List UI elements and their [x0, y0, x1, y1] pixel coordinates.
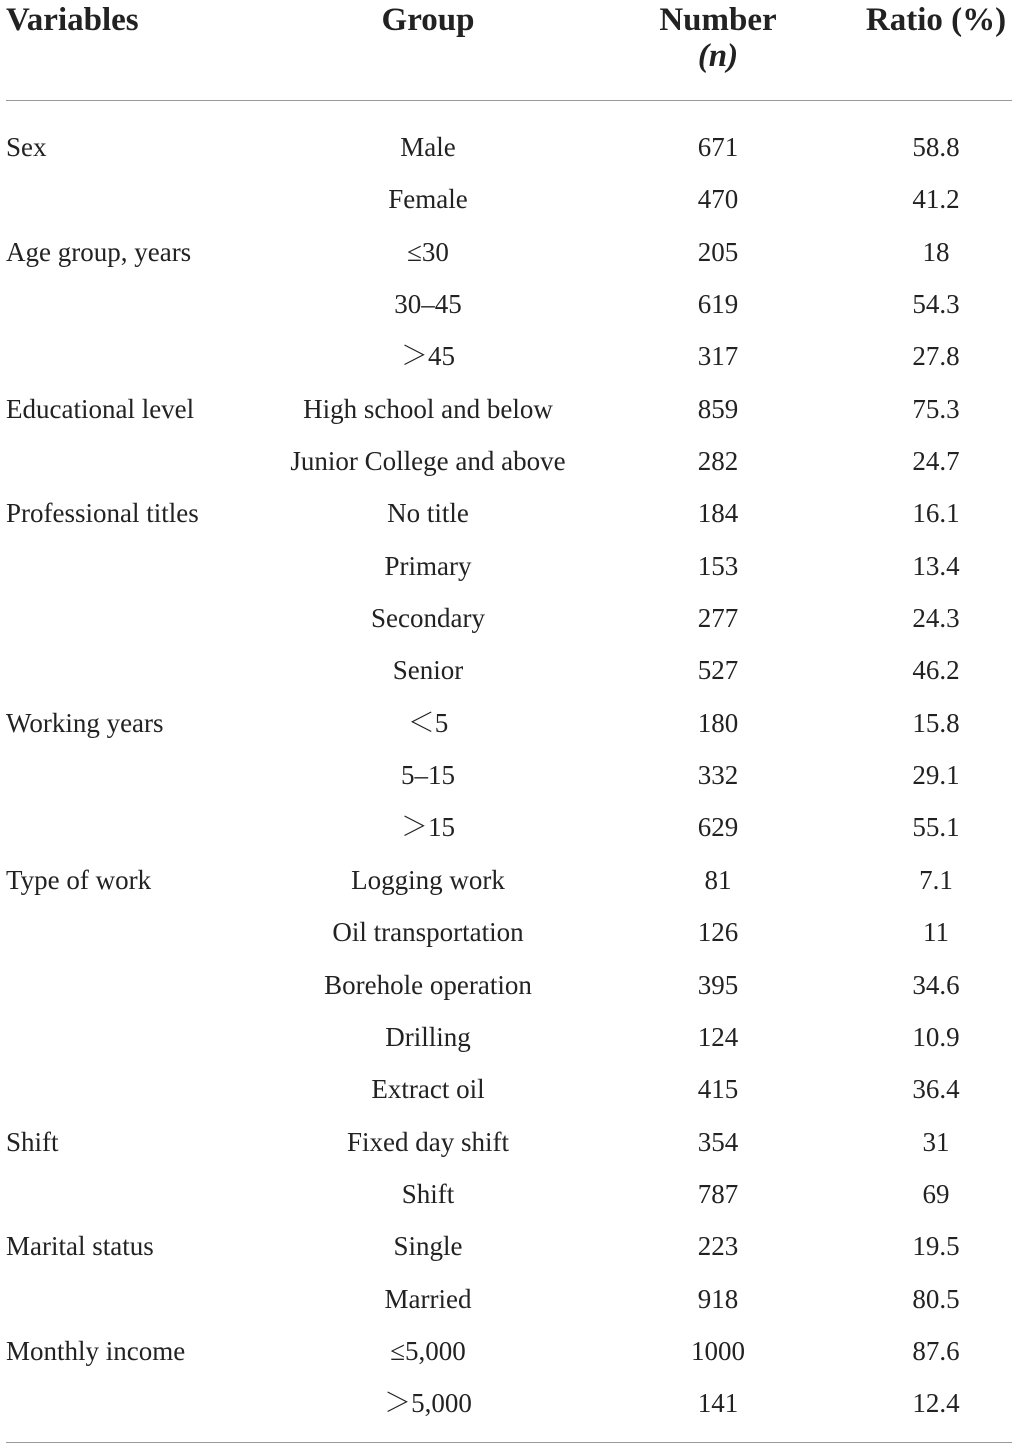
group-cell: Senior [392, 655, 464, 686]
header-variables: Variables [6, 2, 139, 38]
number-cell: 918 [697, 1283, 739, 1314]
number-cell: 415 [697, 1074, 739, 1105]
number-cell: 184 [697, 498, 739, 529]
ratio-cell: 24.7 [912, 446, 960, 477]
group-cell: Fixed day shift [347, 1126, 509, 1157]
number-cell: 470 [697, 184, 739, 215]
table-row [0, 540, 1017, 592]
group-cell: Secondary [371, 603, 485, 634]
number-cell: 282 [697, 446, 739, 477]
number-cell: 1000 [691, 1335, 745, 1366]
number-cell: 787 [697, 1178, 739, 1209]
table-row [0, 801, 1017, 853]
ratio-cell: 58.8 [912, 132, 960, 162]
number-cell: 859 [697, 393, 739, 424]
table-row [0, 1116, 1017, 1168]
number-cell: 332 [697, 760, 739, 791]
table-row [0, 1063, 1017, 1115]
number-cell: 180 [697, 707, 739, 738]
ratio-cell: 15.8 [912, 707, 960, 738]
table-row [0, 121, 1017, 173]
variable-cell: Type of work [6, 864, 152, 895]
ratio-cell: 36.4 [912, 1074, 960, 1105]
table-bottom-divider [6, 1442, 1012, 1443]
group-cell: Junior College and above [290, 446, 566, 477]
number-cell: 671 [697, 132, 739, 162]
group-cell: 30–45 [394, 289, 462, 320]
group-cell: Oil transportation [332, 917, 524, 948]
number-cell: 354 [697, 1126, 739, 1157]
table-row [0, 854, 1017, 906]
table-row [0, 1377, 1017, 1429]
table-row [0, 173, 1017, 225]
table-row [0, 1220, 1017, 1272]
header-number-label: Number [659, 2, 777, 38]
table-row [0, 383, 1017, 435]
group-cell: Married [384, 1283, 472, 1314]
ratio-cell: 41.2 [912, 184, 960, 215]
variable-cell: Marital status [6, 1231, 154, 1262]
table-row [0, 644, 1017, 696]
table-row [0, 278, 1017, 330]
group-cell: No title [387, 498, 469, 529]
ratio-cell: 69 [922, 1178, 950, 1209]
ratio-cell: 75.3 [912, 393, 960, 424]
ratio-cell: 31 [922, 1126, 950, 1157]
group-cell: 5–15 [401, 760, 455, 791]
number-cell: 124 [697, 1021, 739, 1052]
ratio-cell: 19.5 [912, 1231, 960, 1262]
ratio-cell: 80.5 [912, 1283, 960, 1314]
group-cell: ＞5,000 [384, 1388, 472, 1419]
group-cell: ≤30 [407, 236, 449, 267]
ratio-cell: 27.8 [912, 341, 960, 372]
group-cell: Logging work [351, 864, 505, 895]
number-cell: 527 [697, 655, 739, 686]
ratio-cell: 55.1 [912, 812, 960, 843]
table-row [0, 749, 1017, 801]
ratio-cell: 12.4 [912, 1388, 960, 1419]
header-number-symbol: (n) [697, 38, 739, 74]
variable-cell: Monthly income [6, 1335, 186, 1366]
group-cell: Single [393, 1231, 463, 1262]
ratio-cell: 18 [922, 236, 950, 267]
table-body [0, 121, 1017, 1430]
table-row [0, 226, 1017, 278]
ratio-cell: 13.4 [912, 550, 960, 581]
table-row [0, 906, 1017, 958]
ratio-cell: 46.2 [912, 655, 960, 686]
group-cell: Male [400, 132, 456, 162]
number-cell: 126 [697, 917, 739, 948]
variable-cell: Working years [6, 707, 164, 738]
table-row [0, 1168, 1017, 1220]
table-row [0, 1011, 1017, 1063]
table-row [0, 697, 1017, 749]
variable-cell: Age group, years [6, 236, 192, 267]
group-cell: Extract oil [371, 1074, 485, 1105]
table-row [0, 435, 1017, 487]
ratio-cell: 34.6 [912, 969, 960, 1000]
group-cell: ＞45 [401, 341, 455, 372]
ratio-cell: 10.9 [912, 1021, 960, 1052]
variable-cell: Educational level [6, 393, 195, 424]
ratio-cell: 24.3 [912, 603, 960, 634]
group-cell: High school and below [303, 393, 553, 424]
number-cell: 277 [697, 603, 739, 634]
ratio-cell: 16.1 [912, 498, 960, 529]
number-cell: 153 [697, 550, 739, 581]
table-row [0, 592, 1017, 644]
group-cell: ＜5 [407, 707, 449, 738]
number-cell: 395 [697, 969, 739, 1000]
ratio-cell: 11 [923, 917, 949, 948]
table-row [0, 487, 1017, 539]
table-row [0, 1325, 1017, 1377]
number-cell: 223 [697, 1231, 739, 1262]
ratio-cell: 7.1 [919, 864, 953, 895]
number-cell: 141 [697, 1388, 739, 1419]
group-cell: ≤5,000 [390, 1335, 466, 1366]
table-row [0, 959, 1017, 1011]
group-cell: Borehole operation [324, 969, 532, 1000]
variable-cell: Shift [6, 1126, 59, 1157]
header-ratio: Ratio (%) [865, 2, 1007, 38]
variable-cell: Professional titles [6, 498, 199, 529]
header-number [659, 2, 776, 74]
number-cell: 619 [697, 289, 739, 320]
variable-cell: Sex [6, 132, 47, 162]
header-group: Group [381, 2, 475, 38]
table-row [0, 330, 1017, 382]
ratio-cell: 87.6 [912, 1335, 960, 1366]
number-cell: 205 [697, 236, 739, 267]
number-cell: 317 [697, 341, 739, 372]
group-cell: Primary [384, 550, 472, 581]
number-cell: 629 [697, 812, 739, 843]
header-divider [6, 100, 1012, 101]
group-cell: ＞15 [401, 812, 455, 843]
table-row [0, 1273, 1017, 1325]
ratio-cell: 54.3 [912, 289, 960, 320]
ratio-cell: 29.1 [912, 760, 960, 791]
table-header [0, 0, 1017, 100]
group-cell: Female [388, 184, 468, 215]
group-cell: Shift [401, 1178, 455, 1209]
number-cell: 81 [704, 864, 732, 895]
group-cell: Drilling [385, 1021, 471, 1052]
